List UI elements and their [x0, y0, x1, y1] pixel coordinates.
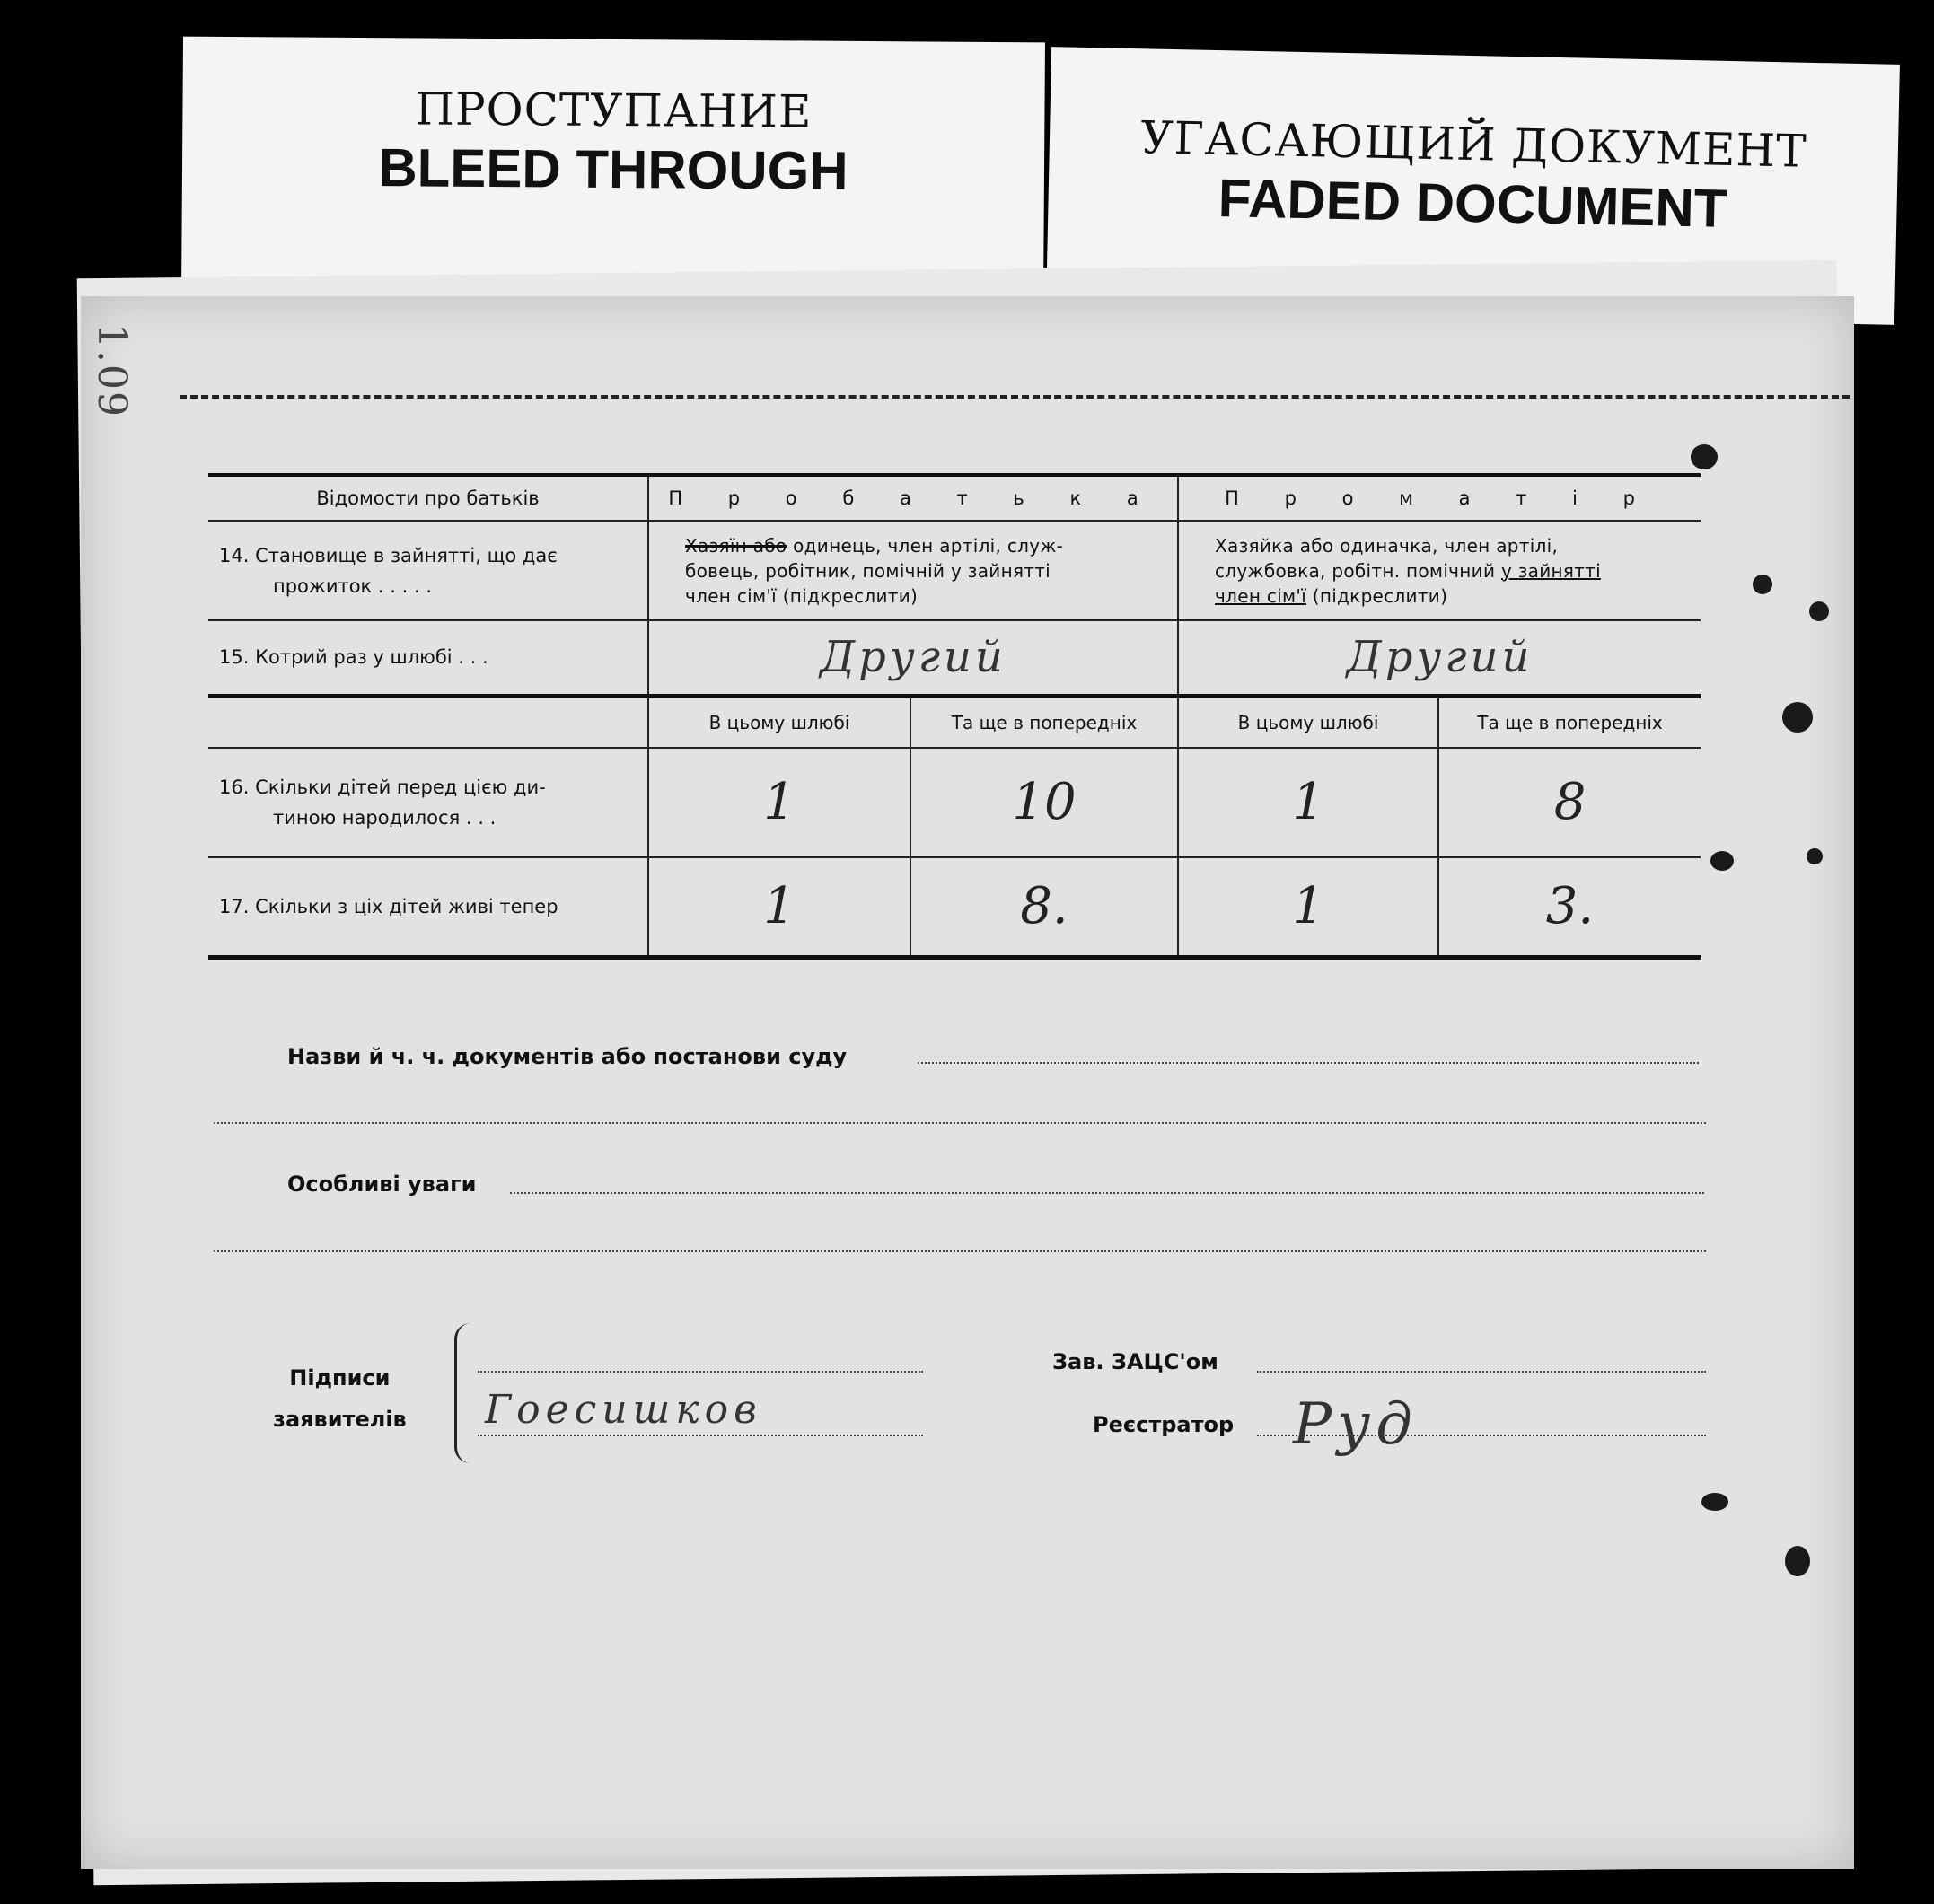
binding-hole [1753, 575, 1772, 594]
documents-field-continued [214, 1122, 1706, 1124]
row-17-father-previous: 8. [910, 857, 1178, 958]
mother-option-underlined: у зайнятті [1500, 559, 1601, 582]
binding-hole [1785, 1546, 1810, 1576]
row-17-children-alive [208, 857, 1701, 958]
subheader-father-this-marriage: В цьому шлюбі [648, 696, 910, 748]
signature-bracket [454, 1323, 475, 1463]
bleed-through-label-en: BLEED THROUGH [378, 137, 848, 201]
applicants-signatures-label: Підписи заявителів [273, 1365, 407, 1432]
row-15-mother-value: Другий [1178, 620, 1701, 696]
row-17-label: 17. Скільки з ціх дітей живі тепер [208, 857, 648, 958]
table-header-row [208, 475, 1701, 521]
row-15-marriage-count [208, 620, 1701, 696]
head-signature-line [1257, 1371, 1706, 1373]
header-parents-info: Відомости про батьків [208, 475, 648, 521]
subheader-father-previous: Та ще в попередніх [910, 696, 1178, 748]
bleed-through-label-ru: ПРОСТУПАНИЕ [415, 83, 813, 138]
row-14-label: 14. Становище в зайнятті, що дає прожиток . . . . . [208, 521, 648, 620]
binding-hole [1710, 851, 1734, 871]
row-16-mother-previous: 8 [1438, 748, 1701, 857]
binding-hole [1691, 444, 1718, 469]
notes-label: Особливі уваги [287, 1171, 477, 1197]
row-16-children-born [208, 748, 1701, 857]
applicant-signature-line-1 [478, 1371, 923, 1373]
binding-hole [1782, 702, 1813, 733]
row-17-father-this: 1 [648, 857, 910, 958]
registrar-label: Реєстратор [1093, 1412, 1235, 1437]
bleed-through-card [181, 37, 1045, 303]
row-17-mother-this: 1 [1178, 857, 1438, 958]
children-subheader-row [208, 696, 1701, 748]
faded-document-label-en: FADED DOCUMENT [1218, 168, 1728, 239]
documents-field [918, 1062, 1699, 1064]
father-option-struck: Хазяїн або [685, 534, 787, 557]
archive-mark: 1.09 [89, 323, 135, 418]
row-14-mother-options: Хазяйка або одиначка, член артілі, службовка, робітн. помічний у зайнятті член сім'ї (підкреслити) [1178, 521, 1701, 620]
row-14-father-options: Хазяїн або одинець, член артілі, служ- бовець, робітник, помічній у зайнятті член сім'ї (підкреслити) [648, 521, 1178, 620]
documents-label: Назви й ч. ч. документів або постанови суду [287, 1044, 848, 1069]
row-16-label: 16. Скільки дітей перед цією ди- тиною народилося . . . [208, 748, 648, 857]
row-16-mother-this: 1 [1178, 748, 1438, 857]
subheader-mother-previous: Та ще в попередніх [1438, 696, 1701, 748]
row-17-mother-previous: 3. [1438, 857, 1701, 958]
binding-hole [1809, 601, 1829, 621]
row-16-father-this: 1 [648, 748, 910, 857]
header-father: П р о б а т ь к а [648, 475, 1178, 521]
row-14-occupation [208, 521, 1701, 620]
head-of-registry-label: Зав. ЗАЦС'ом [1052, 1349, 1218, 1374]
row-15-father-value: Другий [648, 620, 1178, 696]
perforation-line [180, 395, 1850, 399]
header-mother: П р о м а т і р [1178, 475, 1701, 521]
mother-option-underlined: член сім'ї [1215, 584, 1307, 607]
registrar-signature: Руд [1293, 1391, 1418, 1458]
row-15-label: 15. Котрий раз у шлюбі . . . [208, 620, 648, 696]
subheader-mother-this-marriage: В цьому шлюбі [1178, 696, 1438, 748]
notes-field [510, 1192, 1704, 1194]
applicant-signature: Гоесишков [485, 1387, 762, 1433]
notes-field-continued [214, 1250, 1706, 1252]
faded-document-label-ru: УГАСАЮЩИЙ ДОКУМЕНТ [1139, 111, 1808, 178]
binding-hole [1701, 1493, 1728, 1511]
row-16-father-previous: 10 [910, 748, 1178, 857]
applicant-signature-line-2 [478, 1435, 923, 1436]
binding-hole [1807, 848, 1823, 864]
parents-info-table [208, 473, 1701, 960]
